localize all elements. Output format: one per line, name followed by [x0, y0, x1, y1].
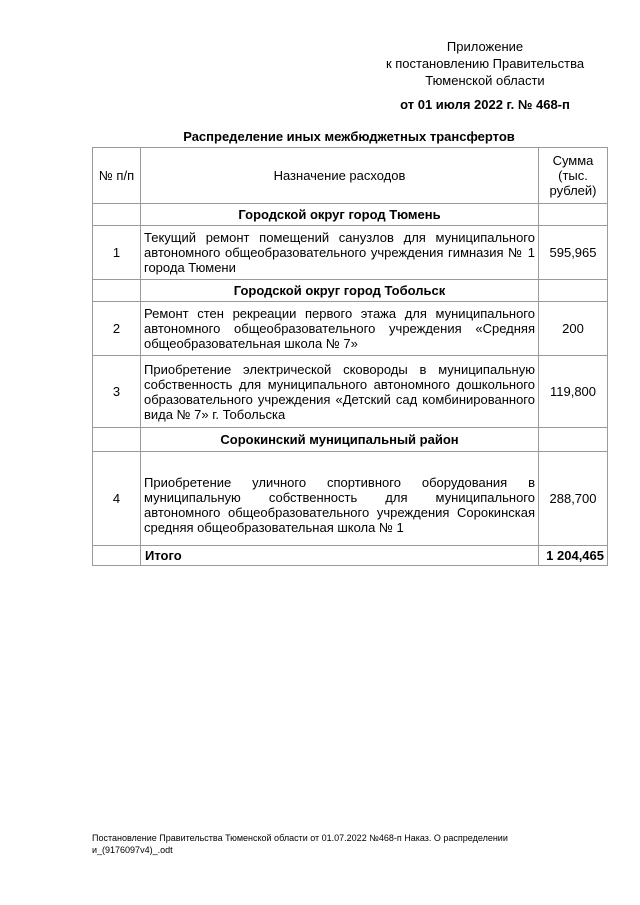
row-purpose: Приобретение уличного спортивного оборудования в муниципальную собственность для муниципального автономного общеобразовательного учреждения Сорокинская средняя общеобразовательная школа № 1	[141, 452, 539, 546]
appendix-line-1: Приложение	[446, 39, 524, 54]
transfers-table	[92, 147, 608, 566]
table-header-row	[93, 148, 608, 204]
row-sum: 200	[539, 302, 608, 356]
row-purpose: Приобретение электрической сковороды в муниципальную собственность для муниципального автономного дошкольного образовательного учреждения «Детский сад комбинированного вида № 7» г. Тобольска	[141, 356, 539, 428]
row-sum: 595,965	[539, 226, 608, 280]
total-label: Итого	[141, 546, 539, 566]
document-title: Распределение иных межбюджетных трансфертов	[183, 129, 515, 144]
section-title-tobolsk: Городской округ город Тобольск	[141, 280, 539, 302]
section-row-tobolsk	[93, 280, 608, 302]
section-title-sorokinsky: Сорокинский муниципальный район	[141, 428, 539, 452]
row-num: 1	[93, 226, 141, 280]
row-num: 4	[93, 452, 141, 546]
table-row	[93, 356, 608, 428]
header-purpose: Назначение расходов	[141, 148, 539, 204]
row-sum: 288,700	[539, 452, 608, 546]
appendix-line-2: к постановлению Правительства	[385, 56, 585, 71]
row-purpose: Текущий ремонт помещений санузлов для муниципального автономного общеобразовательного учреждения гимназия № 1 города Тюмени	[141, 226, 539, 280]
footer-filename: Постановление Правительства Тюменской области от 01.07.2022 №468-п Наказ. О распределении и_(9176097v4)_.odt	[92, 833, 508, 855]
section-row-tyumen	[93, 204, 608, 226]
total-sum: 1 204,465	[539, 546, 608, 566]
appendix-header	[360, 38, 610, 113]
total-row	[93, 546, 608, 566]
row-num: 3	[93, 356, 141, 428]
section-title-tyumen: Городской округ город Тюмень	[141, 204, 539, 226]
table-row	[93, 226, 608, 280]
header-num: № п/п	[93, 148, 141, 204]
row-sum: 119,800	[539, 356, 608, 428]
row-purpose: Ремонт стен рекреации первого этажа для муниципального автономного общеобразовательного учреждения «Средняя общеобразовательная школа № 7»	[141, 302, 539, 356]
table-row	[93, 452, 608, 546]
appendix-line-3: Тюменской области	[425, 73, 545, 88]
header-sum: Сумма (тыс. рублей)	[539, 148, 608, 204]
table-row	[93, 302, 608, 356]
appendix-order: от 01 июля 2022 г. № 468-п	[400, 97, 570, 112]
section-row-sorokinsky	[93, 428, 608, 452]
row-num: 2	[93, 302, 141, 356]
